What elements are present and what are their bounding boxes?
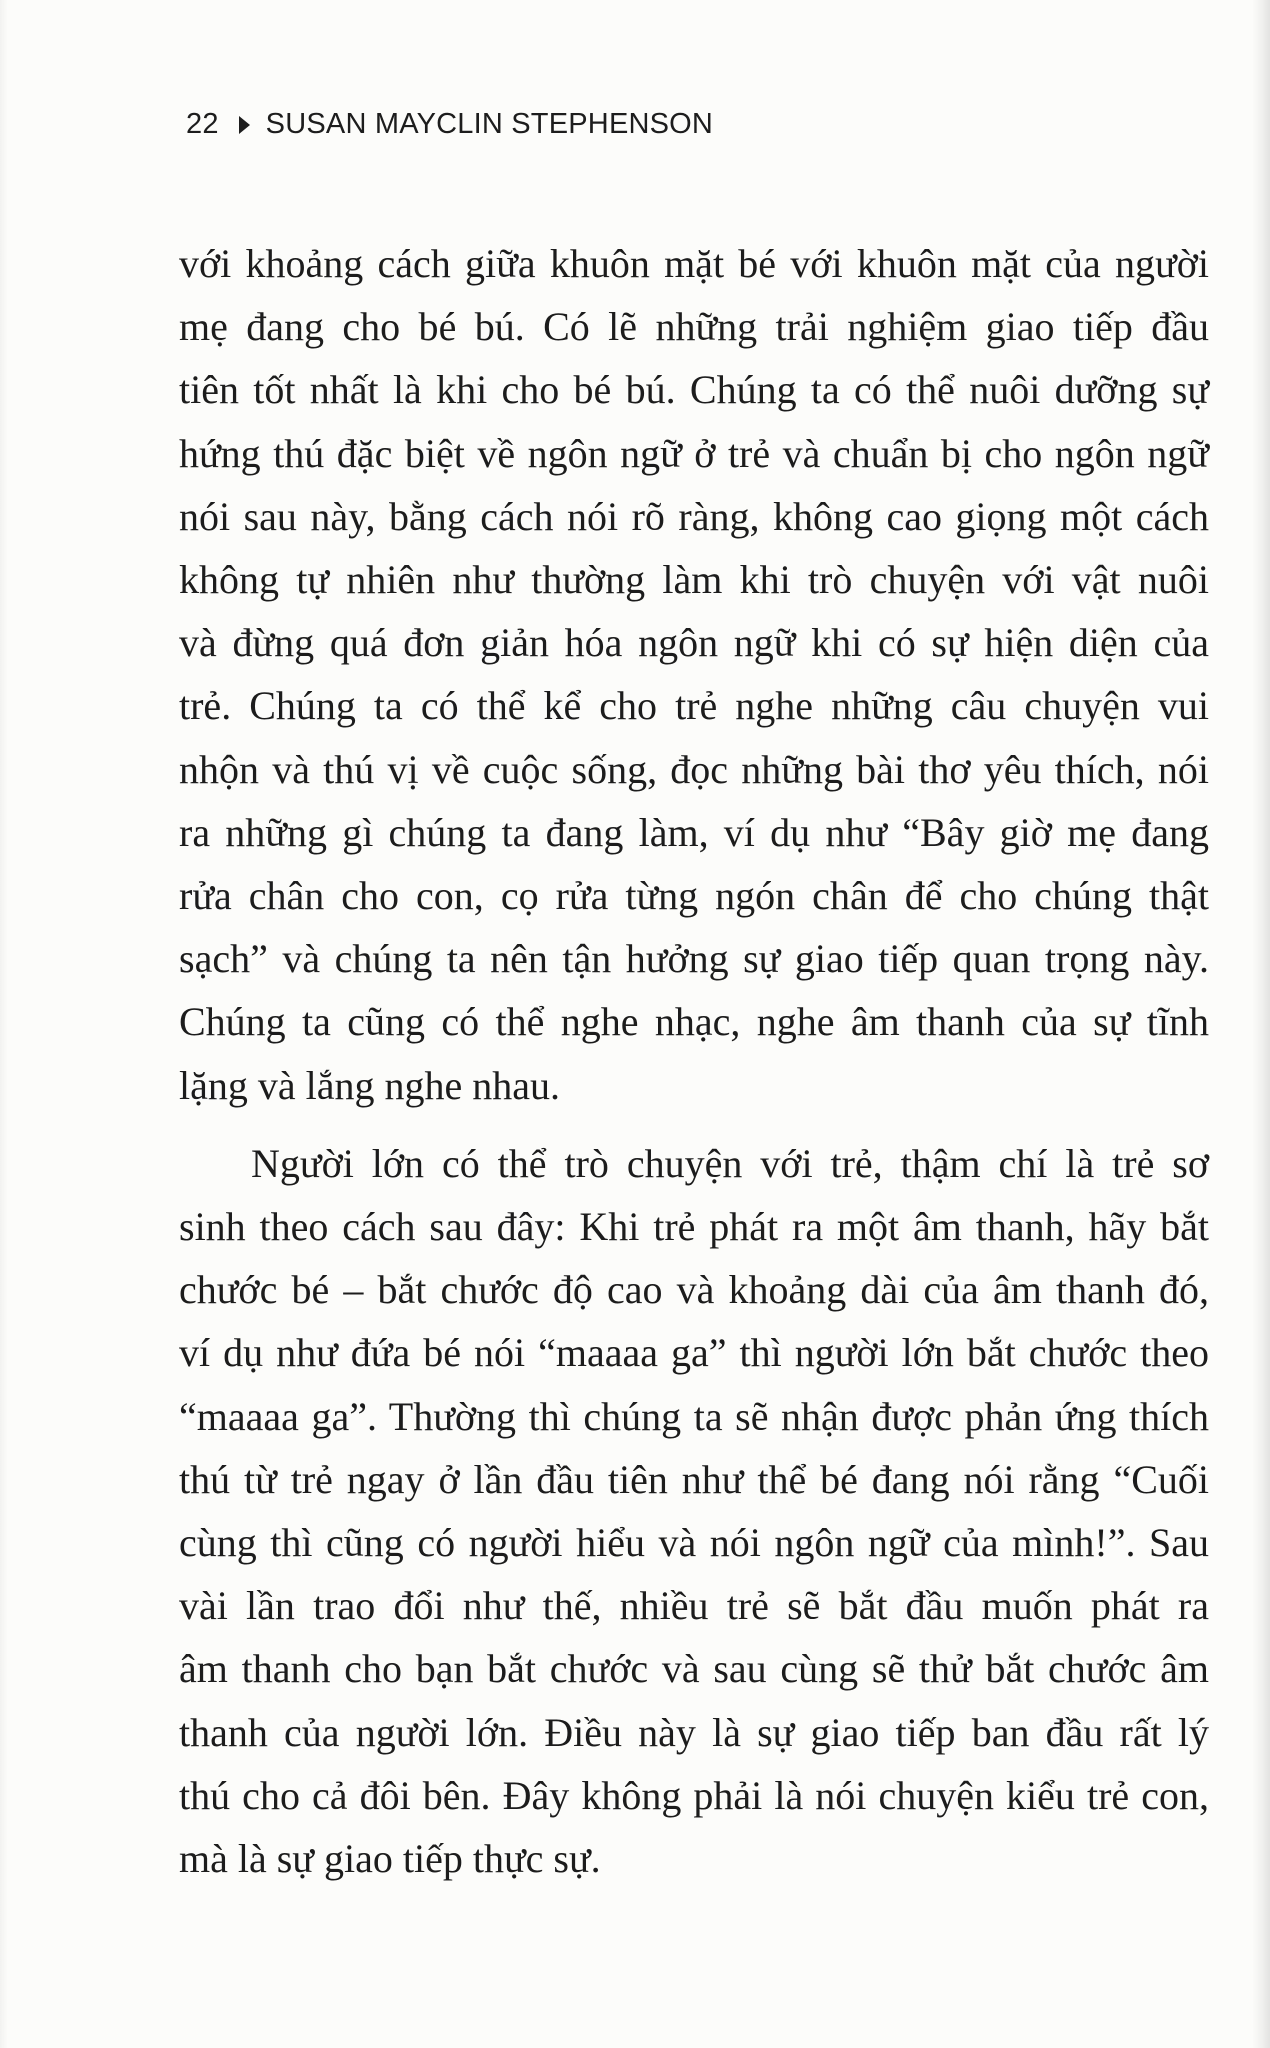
text-line: mẹ đang cho bé bú. Có lẽ những trải nghiệm giao tiếp đầu bbox=[179, 304, 1209, 350]
text-line: âm thanh cho bạn bắt chước và sau cùng sẽ thử bắt chước âm bbox=[179, 1646, 1209, 1692]
text-line: trẻ. Chúng ta có thể kể cho trẻ nghe những câu chuyện vui bbox=[179, 683, 1209, 729]
text-line: không tự nhiên như thường làm khi trò chuyện với vật nuôi bbox=[179, 557, 1209, 603]
running-header bbox=[186, 108, 713, 141]
text-line: sinh theo cách sau đây: Khi trẻ phát ra một âm thanh, hãy bắt bbox=[179, 1204, 1209, 1250]
triangle-arrow-icon bbox=[239, 116, 250, 134]
text-line: nhộn và thú vị về cuộc sống, đọc những bài thơ yêu thích, nói bbox=[179, 746, 1209, 792]
body-text bbox=[179, 232, 1209, 1890]
text-line: ví dụ như đứa bé nói “maaaa ga” thì người lớn bắt chước theo bbox=[179, 1330, 1209, 1376]
text-line: thanh của người lớn. Điều này là sự giao tiếp ban đầu rất lý bbox=[179, 1709, 1209, 1755]
text-line: hứng thú đặc biệt về ngôn ngữ ở trẻ và chuẩn bị cho ngôn ngữ bbox=[179, 430, 1209, 476]
text-line: rửa chân cho con, cọ rửa từng ngón chân để cho chúng thật bbox=[179, 873, 1209, 919]
scan-shadow-right bbox=[1252, 0, 1270, 2048]
text-line: lặng và lắng nghe nhau. bbox=[179, 1062, 560, 1108]
text-line: và đừng quá đơn giản hóa ngôn ngữ khi có sự hiện diện của bbox=[179, 620, 1209, 666]
page-number: 22 bbox=[186, 108, 219, 140]
text-line: cùng thì cũng có người hiểu và nói ngôn ngữ của mình!”. Sau bbox=[179, 1520, 1209, 1566]
text-line: thú cho cả đôi bên. Đây không phải là nói chuyện kiểu trẻ con, bbox=[179, 1772, 1209, 1818]
text-line: mà là sự giao tiếp thực sự. bbox=[179, 1836, 601, 1882]
text-line: Người lớn có thể trò chuyện với trẻ, thậm chí là trẻ sơ bbox=[251, 1140, 1209, 1186]
author-name: SUSAN MAYCLIN STEPHENSON bbox=[265, 108, 714, 140]
text-line: thú từ trẻ ngay ở lần đầu tiên như thể bé đang nói rằng “Cuối bbox=[179, 1456, 1209, 1502]
text-line: “maaaa ga”. Thường thì chúng ta sẽ nhận được phản ứng thích bbox=[179, 1393, 1209, 1439]
text-line: chước bé – bắt chước độ cao và khoảng dài của âm thanh đó, bbox=[179, 1267, 1209, 1313]
text-line: ra những gì chúng ta đang làm, ví dụ như “Bây giờ mẹ đang bbox=[179, 809, 1209, 855]
text-line: với khoảng cách giữa khuôn mặt bé với khuôn mặt của người bbox=[179, 241, 1209, 286]
paragraph bbox=[179, 1132, 1209, 1890]
text-line: Chúng ta cũng có thể nghe nhạc, nghe âm thanh của sự tĩnh bbox=[179, 999, 1209, 1045]
scan-shadow-left bbox=[0, 0, 8, 2048]
text-line: tiên tốt nhất là khi cho bé bú. Chúng ta có thể nuôi dưỡng sự bbox=[179, 367, 1209, 413]
text-line: sạch” và chúng ta nên tận hưởng sự giao tiếp quan trọng này. bbox=[179, 936, 1209, 982]
text-line: vài lần trao đổi như thế, nhiều trẻ sẽ bắt đầu muốn phát ra bbox=[179, 1583, 1209, 1629]
text-line: nói sau này, bằng cách nói rõ ràng, không cao giọng một cách bbox=[179, 493, 1209, 539]
paragraph bbox=[179, 232, 1209, 1117]
